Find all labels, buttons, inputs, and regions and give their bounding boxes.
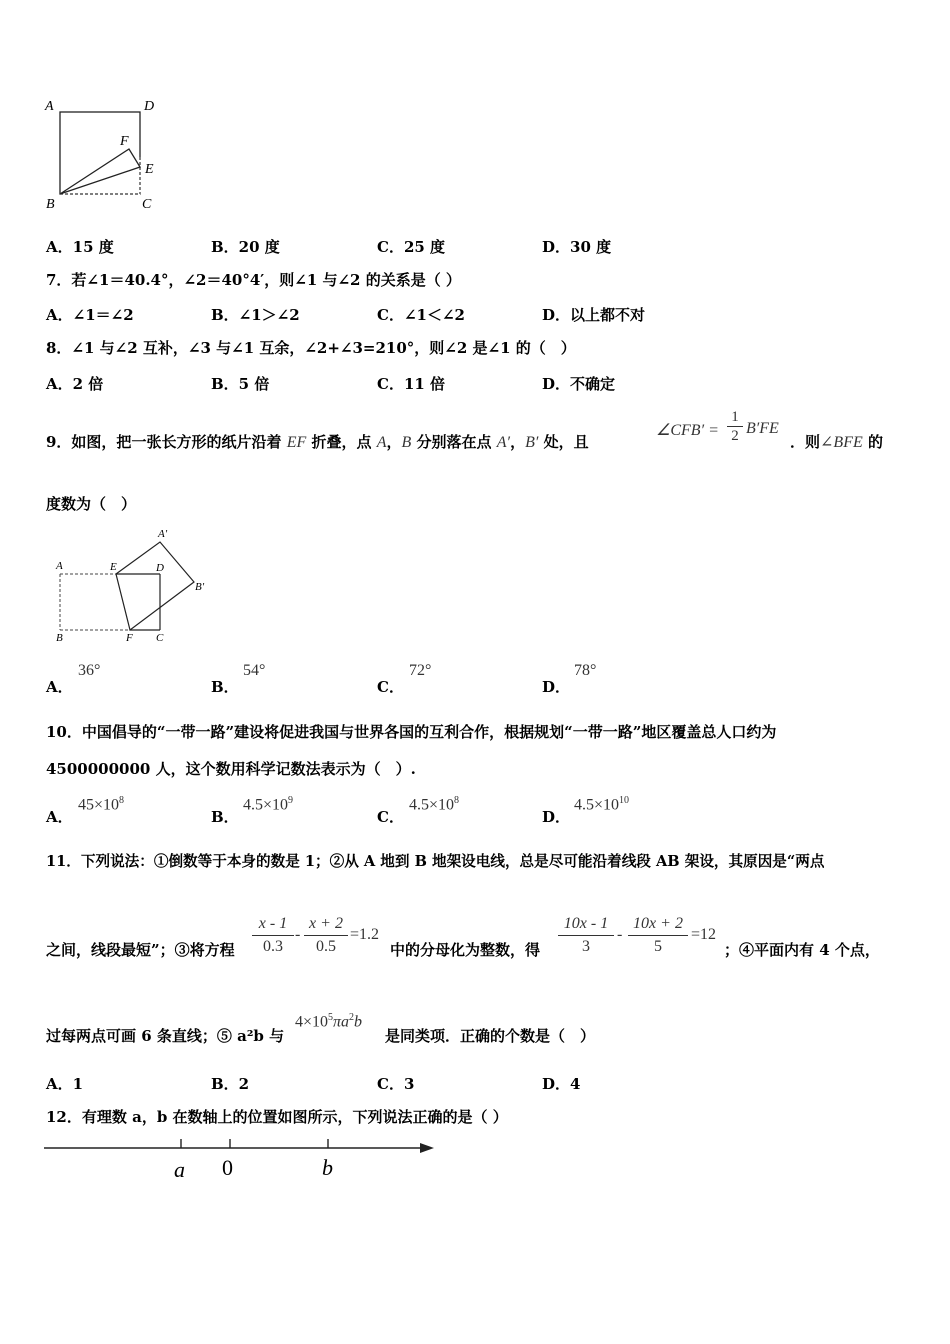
q10-c-exp: 8 [454,795,460,806]
fold-label-B-prime: B′ [195,581,205,593]
q11-term [295,1012,362,1031]
q11-line3-b: 是同类项．正确的个数是（ ） [385,1027,596,1045]
q9-math-a: A [376,434,387,451]
q9-math-bfe: ∠BFE [820,434,863,451]
q9-text-3: ， [386,433,402,451]
fold-figure [48,522,228,647]
q11-eq1-num2: x + 2 [304,913,348,936]
fold-label-E: E [110,561,117,573]
q9-condition-fraction [727,408,743,445]
q11-eq2-frac1 [558,913,614,958]
q8-option-a[interactable]: A．2 倍 [46,375,104,393]
q9-option-b-label[interactable]: B． [211,678,239,696]
q6-option-b[interactable]: B．20 度 [211,238,280,256]
q9-stem-tail [790,432,883,453]
fold-label-C: C [156,632,164,644]
axis-label-zero: 0 [222,1155,233,1180]
q10-option-d-value[interactable] [574,795,629,814]
q11-eq2-num2: 10x + 2 [628,913,688,936]
q6-option-c[interactable]: C．25 度 [377,238,446,256]
q10-d-exp: 10 [619,795,630,806]
q10-b-base: 4.5×10 [243,796,289,814]
q9-text-8: 的 [867,433,883,451]
q10-option-a-value[interactable] [78,795,124,814]
q11-eq2-den2: 5 [654,938,662,955]
q8-option-d[interactable]: D．不确定 [542,375,616,393]
q11-term-exp: 5 [328,1012,334,1023]
q6-option-a[interactable]: A．15 度 [46,238,114,256]
label-B: B [46,197,55,212]
q11-stem-line1: 11．下列说法：①倒数等于本身的数是 1；②从 A 地到 B 地架设电线，总是尽可能沿着线段 AB 架设，其原因是“两点 [46,853,825,870]
q9-math-b-prime: B′ [525,434,539,451]
fold-label-B: B [56,632,63,644]
q11-term-pia: πa [333,1013,350,1031]
q9-frac-den: 2 [731,428,739,444]
q11-line2-a: 之间，线段最短”；③将方程 [46,941,235,959]
label-D: D [144,99,155,114]
q9-text-6: 处，且 [543,433,589,451]
label-A: A [45,99,54,114]
q11-line2-b: 中的分母化为整数，得 [390,941,541,959]
q11-line3-a: 过每两点可画 6 条直线；⑤ a²b 与 [46,1027,285,1045]
fold-label-F: F [126,632,133,644]
q10-a-base: 45×10 [78,796,120,814]
q7-option-b[interactable]: B．∠1＞∠2 [211,306,300,324]
q9-text-2: 折叠，点 [311,433,372,451]
q10-option-b-value[interactable] [243,795,293,814]
q10-option-c-label[interactable]: C． [377,808,404,826]
q9-option-a-value[interactable]: 36° [78,662,101,679]
q11-eq1-num1: x - 1 [252,913,294,936]
q9-math-a-prime: A′ [496,434,511,451]
q11-eq1-minus: - [295,926,301,943]
q10-stem-line2: 4500000000 人，这个数用科学记数法表示为（ ）. [46,760,416,778]
q9-stem-line2: 度数为（ ） [46,495,137,513]
q9-option-c-label[interactable]: C． [377,678,404,696]
q11-eq2-rhs: =12 [691,926,717,943]
q10-b-exp: 9 [288,795,294,806]
q11-eq1-den2: 0.5 [316,938,336,955]
label-F: F [120,134,129,149]
q11-option-c[interactable]: C．3 [377,1075,415,1093]
q10-option-c-value[interactable] [409,795,459,814]
q10-option-a-label[interactable]: A． [46,808,73,826]
q9-condition-left: ∠CFB′ = [656,422,719,439]
q10-c-base: 4.5×10 [409,796,455,814]
q11-eq2-den1: 3 [582,938,590,955]
q10-a-exp: 8 [119,795,125,806]
q11-option-a[interactable]: A．1 [46,1075,84,1093]
q7-option-d[interactable]: D．以上都不对 [542,306,646,324]
q11-option-d[interactable]: D．4 [542,1075,581,1093]
label-E: E [145,162,154,177]
q9-option-b-value[interactable]: 54° [243,662,266,679]
q9-frac-num: 1 [727,408,743,427]
q11-option-b[interactable]: B．2 [211,1075,250,1093]
q10-option-b-label[interactable]: B． [211,808,239,826]
q11-eq2-minus: - [617,926,623,943]
q9-condition-right: B′FE [746,420,779,437]
q11-eq1-den1: 0.3 [263,938,283,955]
q11-eq1-frac1 [252,913,294,958]
q7-option-c[interactable]: C．∠1＜∠2 [377,306,465,324]
label-C: C [142,197,152,212]
q9-text-7: ．则 [790,433,821,451]
fold-label-D: D [156,562,164,574]
q9-option-d-value[interactable]: 78° [574,662,597,679]
q11-term-base: 4×10 [295,1013,329,1031]
q6-option-d[interactable]: D．30 度 [542,238,612,256]
q10-option-d-label[interactable]: D． [542,808,571,826]
q11-term-exp2: 2 [349,1012,355,1023]
axis-label-a: a [174,1157,185,1182]
q9-text-4: 分别落在点 [416,433,492,451]
q8-stem: 8．∠1 与∠2 互补，∠3 与∠1 互余，∠2+∠3=210°，则∠2 是∠1 的（ ） [46,339,576,357]
q9-option-a-label[interactable]: A． [46,678,73,696]
q9-text-5: ， [510,433,526,451]
q8-option-c[interactable]: C．11 倍 [377,375,446,393]
q11-eq2-frac2 [628,913,688,958]
q8-option-b[interactable]: B．5 倍 [211,375,270,393]
fold-label-A-prime: A′ [158,528,168,540]
q10-d-base: 4.5×10 [574,796,620,814]
q9-option-d-label[interactable]: D． [542,678,571,696]
axis-label-b: b [322,1155,333,1180]
q10-stem-line1: 10．中国倡导的“一带一路”建设将促进我国与世界各国的互利合作，根据规划“一带一路”地区覆盖总人口约为 [46,723,777,741]
q9-stem-line1 [46,432,589,453]
q9-option-c-value[interactable]: 72° [409,662,432,679]
q7-option-a[interactable]: A．∠1＝∠2 [46,306,134,324]
q11-eq2-num1: 10x - 1 [558,913,614,936]
q7-stem: 7．若∠1＝40.4°，∠2＝40°4′，则∠1 与∠2 的关系是（ ） [46,271,461,289]
q9-text-1: 9．如图，把一张长方形的纸片沿着 [46,433,282,451]
q12-stem: 12．有理数 a，b 在数轴上的位置如图所示，下列说法正确的是（ ） [46,1108,508,1126]
q11-line2-c: ；④平面内有 4 个点， [724,941,880,959]
q11-eq1-frac2 [304,913,348,958]
q11-term-b: b [354,1013,363,1031]
fold-label-A: A [56,560,63,572]
number-line [44,1135,444,1185]
q9-math-b: B [401,434,412,451]
q11-eq1-rhs: =1.2 [350,926,380,943]
square-figure [40,92,170,217]
q9-math-ef: EF [286,434,307,451]
